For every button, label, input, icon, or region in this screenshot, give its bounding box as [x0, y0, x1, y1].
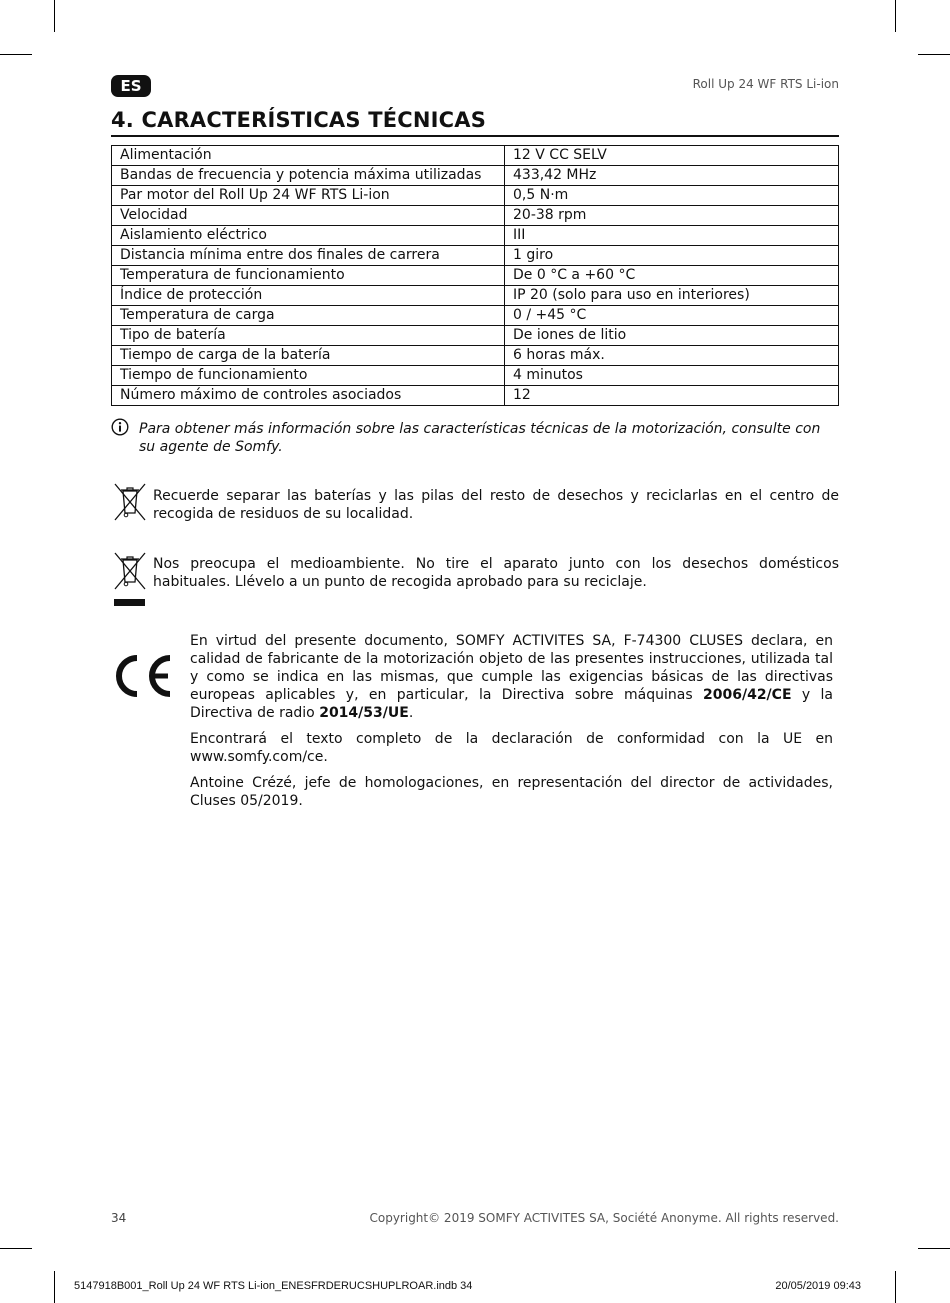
spec-value: 1 giro: [505, 246, 839, 266]
ce-declaration-paragraph: [190, 632, 833, 722]
specifications-table: [111, 145, 839, 406]
machinery-directive-ref: 2006/42/CE: [703, 687, 792, 703]
spec-row: [112, 226, 839, 246]
crop-mark: [54, 1271, 55, 1303]
crop-mark: [918, 54, 950, 55]
spec-value: 0,5 N·m: [505, 186, 839, 206]
spec-row: [112, 246, 839, 266]
spec-row: [112, 166, 839, 186]
section-heading: 4. CARACTERÍSTICAS TÉCNICAS: [111, 108, 839, 137]
language-badge: ES: [111, 75, 151, 97]
crossed-bin-icon: [113, 482, 147, 522]
info-icon: [111, 418, 129, 436]
print-slug-file: 5147918B001_Roll Up 24 WF RTS Li-ion_ENESFRDERUCSHUPLROAR.indb 34: [74, 1280, 473, 1292]
spec-parameter: Temperatura de funcionamiento: [112, 266, 505, 286]
spec-row: [112, 326, 839, 346]
spec-row: [112, 266, 839, 286]
declaration-text: y la Directiva de radio: [190, 687, 833, 721]
spec-parameter: Temperatura de carga: [112, 306, 505, 326]
spec-parameter: Tiempo de carga de la batería: [112, 346, 505, 366]
spec-value: 6 horas máx.: [505, 346, 839, 366]
spec-value: 12: [505, 386, 839, 406]
spec-parameter: Distancia mínima entre dos finales de carrera: [112, 246, 505, 266]
radio-directive-ref: 2014/53/UE: [319, 705, 409, 721]
spec-row: [112, 366, 839, 386]
spec-value: 4 minutos: [505, 366, 839, 386]
ce-mark-icon: [110, 652, 174, 700]
spec-parameter: Alimentación: [112, 146, 505, 166]
info-note: Para obtener más información sobre las características técnicas de la motorización, consulte con su agente de Somfy.: [139, 421, 821, 455]
spec-value: 0 / +45 °C: [505, 306, 839, 326]
crop-mark: [895, 0, 896, 32]
spec-row: [112, 206, 839, 226]
page-number: 34: [111, 1211, 127, 1225]
signatory-paragraph: Antoine Crézé, jefe de homologaciones, en representación del director de actividades, Cluses 05/2019.: [190, 775, 833, 809]
crop-mark: [918, 1248, 950, 1249]
crossed-bin-icon: [113, 551, 147, 607]
spec-parameter: Velocidad: [112, 206, 505, 226]
spec-row: [112, 146, 839, 166]
conformity-text-paragraph: Encontrará el texto completo de la declaración de conformidad con la UE en www.somfy.com/ce.: [190, 731, 833, 765]
spec-value: 433,42 MHz: [505, 166, 839, 186]
crop-mark: [54, 0, 55, 32]
spec-row: [112, 346, 839, 366]
print-slug-datetime: 20/05/2019 09:43: [775, 1280, 861, 1292]
copyright-notice: Copyright© 2019 SOMFY ACTIVITES SA, Société Anonyme. All rights reserved.: [369, 1211, 839, 1225]
spec-row: [112, 306, 839, 326]
spec-parameter: Índice de protección: [112, 286, 505, 306]
spec-value: 12 V CC SELV: [505, 146, 839, 166]
spec-value: IP 20 (solo para uso en interiores): [505, 286, 839, 306]
spec-parameter: Par motor del Roll Up 24 WF RTS Li-ion: [112, 186, 505, 206]
battery-recycling-note: Recuerde separar las baterías y las pilas del resto de desechos y reciclarlas en el centro de recogida de residuos de su localidad.: [153, 488, 839, 522]
declaration-text: .: [408, 705, 414, 721]
spec-parameter: Bandas de frecuencia y potencia máxima utilizadas: [112, 166, 505, 186]
spec-parameter: Aislamiento eléctrico: [112, 226, 505, 246]
crop-mark: [895, 1271, 896, 1303]
weee-disposal-note: Nos preocupa el medioambiente. No tire el aparato junto con los desechos domésticos habituales. Llévelo a un punto de recogida aprobado para su reciclaje.: [153, 556, 839, 590]
spec-value: De 0 °C a +60 °C: [505, 266, 839, 286]
crop-mark: [0, 1248, 32, 1249]
document-title: Roll Up 24 WF RTS Li-ion: [692, 77, 839, 91]
spec-value: III: [505, 226, 839, 246]
spec-row: [112, 186, 839, 206]
crop-mark: [0, 54, 32, 55]
spec-value: 20-38 rpm: [505, 206, 839, 226]
declaration-text: En virtud del presente documento, SOMFY ACTIVITES SA, F-74300 CLUSES declara, en calidad de fabricante de la motorización objeto de las presentes instrucciones, utilizada tal y como se indica en las mismas, que cumple las exigencias básicas de las directivas europeas aplicables y, en particular, la Directiva sobre máquinas: [190, 633, 833, 703]
spec-parameter: Número máximo de controles asociados: [112, 386, 505, 406]
spec-parameter: Tiempo de funcionamiento: [112, 366, 505, 386]
spec-row: [112, 286, 839, 306]
spec-row: [112, 386, 839, 406]
spec-value: De iones de litio: [505, 326, 839, 346]
spec-parameter: Tipo de batería: [112, 326, 505, 346]
